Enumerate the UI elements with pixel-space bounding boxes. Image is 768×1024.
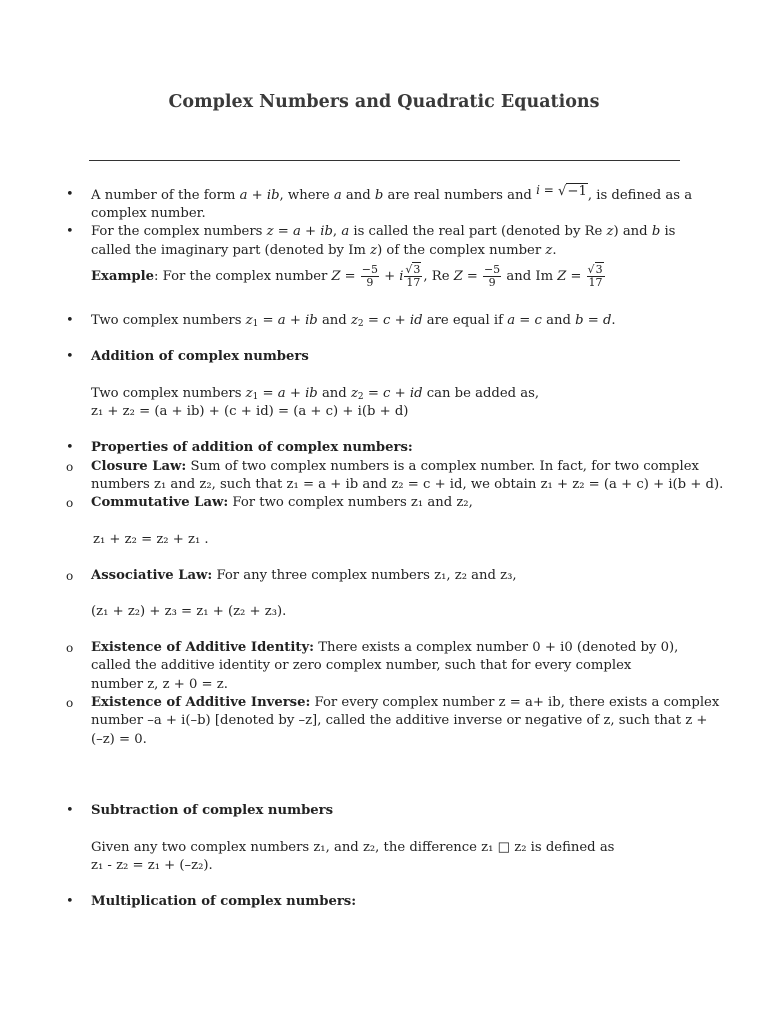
subtraction-line-1: Given any two complex numbers z₁, and z₂, the difference z₁ □ z₂ is defined as: [91, 840, 615, 855]
subtraction-formula: z₁ - z₂ = z₁ + (–z₂).: [91, 858, 213, 873]
multiplication-heading: Multiplication of complex numbers:: [91, 894, 357, 909]
text: , where: [279, 188, 334, 203]
math: z: [545, 243, 553, 258]
math: = c + id: [363, 313, 423, 328]
math: z: [350, 313, 358, 328]
page-title: Complex Numbers and Quadratic Equations: [168, 92, 600, 112]
denominator: 17: [406, 276, 421, 289]
text: ) of the complex number: [377, 243, 546, 258]
sub-bullet-marker: o: [66, 496, 74, 510]
math: a + ib: [239, 188, 280, 203]
addition-line-1: [91, 386, 539, 402]
math: z: [245, 386, 253, 401]
bullet-marker: •: [66, 187, 74, 202]
closure-law-line-1: [91, 459, 699, 475]
text: For two complex numbers z₁ and z₂,: [228, 495, 473, 510]
math: b = d: [575, 313, 612, 328]
fraction: [587, 264, 605, 289]
sub-bullet-marker: o: [66, 460, 74, 474]
imaginary-part-line: [91, 243, 557, 259]
text: , Re: [423, 269, 454, 284]
fraction: [404, 264, 422, 289]
math: b: [374, 188, 384, 203]
definition-line-1: [91, 183, 693, 204]
subscript: 1: [252, 392, 259, 402]
numerator: −5: [483, 263, 501, 276]
text: is called the real part (denoted by Re: [349, 224, 607, 239]
text: For any three complex numbers z₁, z₂ and z₃,: [212, 568, 517, 583]
associative-law-label: Associative Law:: [91, 568, 213, 583]
text: is: [660, 224, 676, 239]
addition-formula: z₁ + z₂ = (a + ib) + (c + id) = (a + c) + i(b + d): [91, 404, 409, 419]
associative-law-line: [91, 568, 517, 584]
math: a: [341, 224, 350, 239]
numerator: √3: [587, 263, 603, 276]
subtraction-heading: Subtraction of complex numbers: [91, 803, 334, 818]
commutative-law-line: [91, 495, 473, 511]
additive-inverse-line-1: [91, 695, 719, 711]
example-line: [91, 262, 606, 292]
math: Z =: [331, 269, 356, 284]
math: b: [651, 224, 661, 239]
addition-heading: Addition of complex numbers: [91, 349, 309, 364]
text: can be added as,: [422, 386, 540, 401]
example-label: Example: [91, 269, 155, 284]
radicand: 3: [413, 263, 421, 276]
text: A number of the form: [91, 188, 240, 203]
commutative-formula: z₁ + z₂ = z₂ + z₁ .: [93, 532, 209, 547]
text: and Im: [502, 269, 558, 284]
bullet-marker: •: [66, 803, 74, 818]
title-divider: [89, 160, 680, 161]
math-i-equals: i =: [536, 183, 554, 197]
subscript: 2: [357, 319, 364, 329]
additive-identity-line-1: [91, 640, 678, 656]
text: ) and: [613, 224, 652, 239]
bullet-marker: •: [66, 440, 74, 455]
radicand: −1: [567, 184, 587, 199]
additive-identity-line-3: number z, z + 0 = z.: [91, 677, 228, 692]
denominator: 9: [366, 276, 374, 289]
text: and: [341, 188, 375, 203]
numerator: −5: [361, 263, 378, 276]
sqrt-minus-one: √−1: [558, 184, 587, 199]
properties-heading: Properties of addition of complex numbers:: [91, 440, 413, 455]
math: a = c: [507, 313, 542, 328]
math: z: [350, 386, 358, 401]
text: and: [317, 313, 351, 328]
sub-bullet-marker: o: [66, 569, 74, 583]
bullet-marker: •: [66, 224, 74, 239]
radicand: 3: [595, 263, 603, 276]
commutative-law-label: Commutative Law:: [91, 495, 229, 510]
definition-line-2: complex number.: [91, 206, 206, 221]
closure-law-line-2: numbers z₁ and z₂, such that z₁ = a + ib and z₂ = c + id, we obtain z₁ + z₂ = (a + c) + i(b + d).: [91, 477, 724, 492]
math: z: [245, 313, 253, 328]
text: Two complex numbers: [91, 313, 246, 328]
associative-formula: (z₁ + z₂) + z₃ = z₁ + (z₂ + z₃).: [91, 604, 287, 619]
text: There exists a complex number 0 + i0 (denoted by 0),: [314, 640, 679, 655]
additive-inverse-line-2: number –a + i(–b) [denoted by –z], called the additive inverse or negative of z, such that z +: [91, 713, 708, 728]
sub-bullet-marker: o: [66, 696, 74, 710]
text: are equal if: [422, 313, 508, 328]
math: = a + ib: [258, 386, 318, 401]
subscript: 1: [252, 319, 259, 329]
text: For the complex numbers: [91, 224, 267, 239]
denominator: 9: [488, 276, 496, 289]
text: are real numbers and: [383, 188, 537, 203]
text: : For the complex number: [154, 269, 332, 284]
math: z = a + ib: [266, 224, 333, 239]
text: .: [552, 243, 557, 258]
math: = a + ib: [258, 313, 318, 328]
text: and: [317, 386, 351, 401]
additive-inverse-label: Existence of Additive Inverse:: [91, 695, 311, 710]
fraction: [361, 264, 379, 289]
fraction: [483, 264, 501, 289]
math: + i: [384, 269, 404, 284]
equality-line: [91, 313, 616, 329]
sub-bullet-marker: o: [66, 641, 74, 655]
subscript: 2: [357, 392, 364, 402]
additive-identity-label: Existence of Additive Identity:: [91, 640, 315, 655]
bullet-marker: •: [66, 349, 74, 364]
math: z: [370, 243, 378, 258]
text: .: [611, 313, 616, 328]
math: a: [333, 188, 342, 203]
math: = c + id: [363, 386, 423, 401]
real-part-line: [91, 224, 675, 240]
denominator: 17: [588, 276, 603, 289]
text: called the imaginary part (denoted by Im: [91, 243, 371, 258]
numerator: √3: [405, 263, 421, 276]
additive-inverse-line-3: (–z) = 0.: [91, 732, 147, 747]
math: Z =: [557, 269, 582, 284]
text: For every complex number z = a+ ib, there exists a complex: [310, 695, 720, 710]
additive-identity-line-2: called the additive identity or zero complex number, such that for every complex: [91, 658, 632, 673]
closure-law-label: Closure Law:: [91, 459, 187, 474]
bullet-marker: •: [66, 313, 74, 328]
text: ,: [332, 224, 342, 239]
math: Z =: [453, 269, 478, 284]
text: and: [541, 313, 576, 328]
math: z: [606, 224, 614, 239]
text: Sum of two complex numbers is a complex number. In fact, for two complex: [186, 459, 699, 474]
text: , is defined as a: [587, 188, 693, 203]
bullet-marker: •: [66, 894, 74, 909]
text: Two complex numbers: [91, 386, 246, 401]
